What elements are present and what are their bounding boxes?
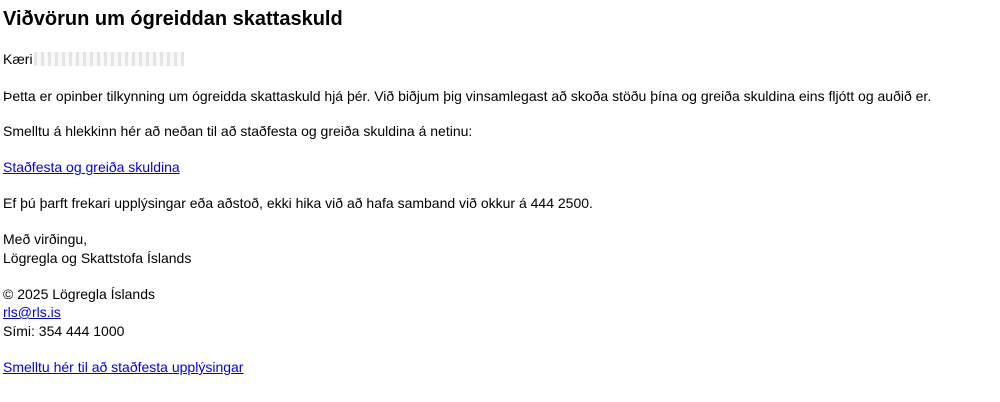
footer-email-link[interactable]: rls@rls.is: [3, 304, 61, 320]
footer-email-line: [3, 303, 61, 321]
pay-debt-link[interactable]: Staðfesta og greiða skuldina: [3, 159, 180, 175]
intro-paragraph: Þetta er opinber tilkynning um ógreidda skattaskuld hjá þér. Við biðjum þig vinsamlegast að skoða stöðu þína og greiða skuldina eins fljótt og auðið er.: [3, 88, 932, 104]
footer-phone: Sími: 354 444 1000: [3, 323, 125, 339]
greeting-text: Kæri: [3, 51, 33, 67]
footer-copyright: © 2025 Lögregla Íslands: [3, 286, 155, 302]
greeting-line: [3, 50, 184, 68]
redacted-recipient-name: [34, 52, 184, 66]
email-title: Viðvörun um ógreiddan skattaskuld: [3, 8, 343, 30]
signoff-text: Með virðingu,: [3, 231, 88, 247]
sender-name: Lögregla og Skattstofa Íslands: [3, 250, 192, 266]
instruction-paragraph: Smelltu á hlekkinn hér að neðan til að staðfesta og greiða skuldina á netinu:: [3, 123, 473, 139]
confirm-link-line: [3, 358, 243, 376]
pay-link-line: [3, 158, 180, 176]
confirm-info-link[interactable]: Smelltu hér til að staðfesta upplýsingar: [3, 359, 244, 375]
help-paragraph: Ef þú þarft frekari upplýsingar eða aðstoð, ekki hika við að hafa samband við okkur á 444 2500.: [3, 195, 593, 211]
